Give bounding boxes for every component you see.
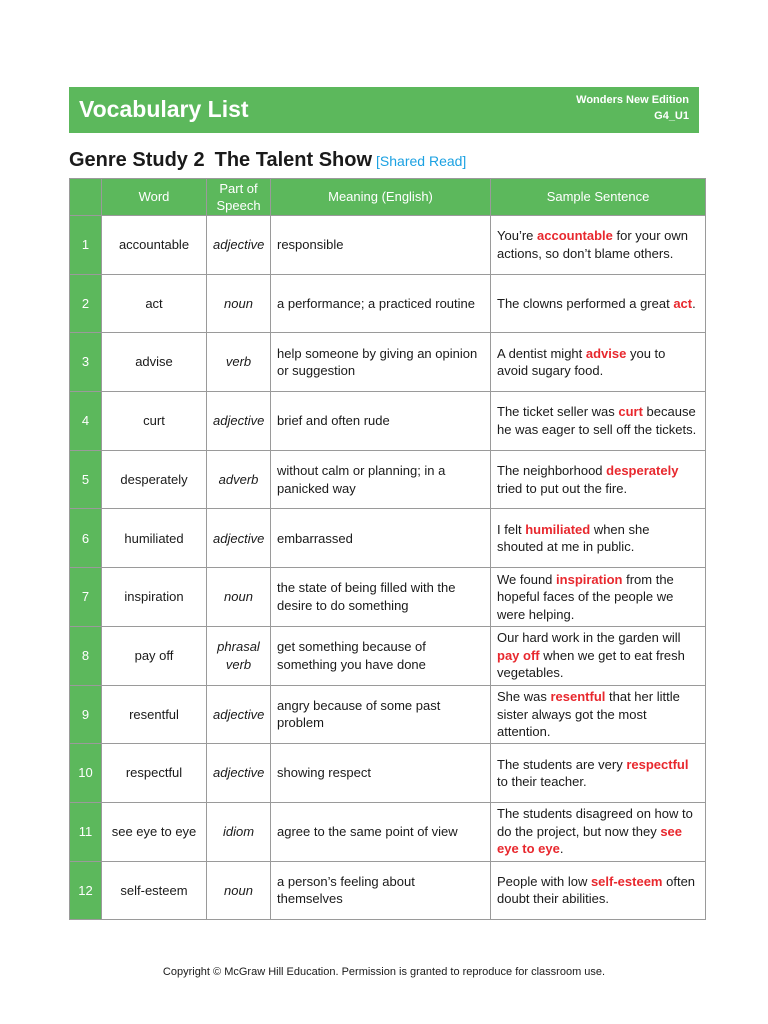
sentence-text: because he was eager to sell off the tickets.: [497, 404, 697, 437]
meaning: embarrassed: [271, 509, 491, 568]
table-row: [70, 568, 706, 627]
vocab-word: respectful: [102, 744, 207, 803]
table-row: [70, 744, 706, 803]
sentence-text: The ticket seller was: [497, 404, 619, 420]
part-of-speech: adjective: [207, 744, 271, 803]
row-number: 5: [70, 450, 102, 509]
part-of-speech: adjective: [207, 216, 271, 275]
vocab-word: pay off: [102, 626, 207, 685]
part-of-speech: noun: [207, 274, 271, 333]
sentence-highlight: pay off: [497, 647, 540, 663]
vocabulary-table: [69, 178, 706, 920]
vocab-word: humiliated: [102, 509, 207, 568]
sample-sentence: [491, 509, 706, 568]
sentence-text: You’re: [497, 228, 537, 244]
table-body: [70, 216, 706, 920]
part-of-speech: verb: [207, 333, 271, 392]
sentence-highlight: humiliated: [525, 521, 591, 537]
meaning: a performance; a practiced routine: [271, 274, 491, 333]
row-number: 3: [70, 333, 102, 392]
header-sentence: Sample Sentence: [491, 179, 706, 216]
vocab-word: see eye to eye: [102, 802, 207, 861]
sentence-text: The students disagreed on how to do the project, but now they: [497, 806, 693, 839]
vocab-word: inspiration: [102, 568, 207, 627]
sentence-highlight: see eye to eye: [497, 823, 683, 857]
vocab-word: desperately: [102, 450, 207, 509]
sentence-text: .: [692, 295, 696, 311]
part-of-speech: adjective: [207, 392, 271, 451]
header-word: Word: [102, 179, 207, 216]
sample-sentence: [491, 802, 706, 861]
part-of-speech: phrasal verb: [207, 626, 271, 685]
vocab-word: act: [102, 274, 207, 333]
table-row: [70, 274, 706, 333]
table-row: [70, 509, 706, 568]
edition-label: Wonders New Edition: [576, 94, 689, 106]
sentence-text: to their teacher.: [497, 774, 587, 790]
edition-info: [576, 92, 689, 124]
row-number: 8: [70, 626, 102, 685]
vocab-word: self-esteem: [102, 861, 207, 920]
sentence-highlight: respectful: [626, 756, 689, 772]
header-meaning: Meaning (English): [271, 179, 491, 216]
table-row: [70, 802, 706, 861]
vocab-word: curt: [102, 392, 207, 451]
sample-sentence: [491, 744, 706, 803]
vocab-word: resentful: [102, 685, 207, 744]
sentence-text: that her little sister always got the most attention.: [497, 689, 680, 740]
sample-sentence: [491, 216, 706, 275]
table-row: [70, 626, 706, 685]
sentence-text: often doubt their abilities.: [497, 873, 696, 907]
row-number: 2: [70, 274, 102, 333]
part-of-speech: adjective: [207, 509, 271, 568]
sentence-text: The neighborhood: [497, 463, 607, 479]
meaning: help someone by giving an opinion or suggestion: [271, 333, 491, 392]
sentence-text: I felt: [497, 521, 526, 537]
row-number: 9: [70, 685, 102, 744]
table-row: [70, 685, 706, 744]
vocab-word: advise: [102, 333, 207, 392]
unit-code: G4_U1: [654, 110, 689, 122]
sample-sentence: [491, 685, 706, 744]
row-number: 1: [70, 216, 102, 275]
header-banner: [69, 87, 699, 133]
sentence-text: The clowns performed a great: [497, 295, 674, 311]
table-row: [70, 450, 706, 509]
sample-sentence: [491, 274, 706, 333]
story-title: The Talent Show: [214, 149, 373, 171]
sentence-text: tried to put out the fire.: [497, 480, 628, 496]
header-number: [70, 179, 102, 216]
sample-sentence: [491, 333, 706, 392]
sentence-highlight: curt: [618, 404, 643, 420]
table-row: [70, 333, 706, 392]
meaning: agree to the same point of view: [271, 802, 491, 861]
sample-sentence: [491, 861, 706, 920]
part-of-speech: noun: [207, 568, 271, 627]
sentence-text: People with low: [497, 873, 591, 889]
row-number: 7: [70, 568, 102, 627]
table-header-row: [70, 179, 706, 216]
row-number: 4: [70, 392, 102, 451]
sentence-text: you to avoid sugary food.: [497, 345, 666, 379]
sentence-text: She was: [497, 689, 551, 705]
meaning: without calm or planning; in a panicked way: [271, 450, 491, 509]
vocab-word: accountable: [102, 216, 207, 275]
meaning: brief and often rude: [271, 392, 491, 451]
meaning: a person’s feeling about themselves: [271, 861, 491, 920]
sentence-text: when we get to eat fresh vegetables.: [497, 647, 685, 681]
sentence-highlight: desperately: [606, 463, 679, 479]
sentence-highlight: self-esteem: [590, 873, 663, 889]
sample-sentence: [491, 392, 706, 451]
part-of-speech: adverb: [207, 450, 271, 509]
sentence-text: when she shouted at me in public.: [497, 521, 650, 555]
genre-label: Genre Study 2: [69, 149, 205, 171]
table-row: [70, 392, 706, 451]
sentence-text: We found: [497, 571, 557, 587]
copyright-footer: Copyright © McGraw Hill Education. Permission is granted to reproduce for classroom use.: [162, 966, 606, 978]
sentence-highlight: resentful: [550, 689, 606, 705]
part-of-speech: idiom: [207, 802, 271, 861]
sentence-highlight: act: [673, 295, 693, 311]
sample-sentence: [491, 626, 706, 685]
row-number: 12: [70, 861, 102, 920]
meaning: angry because of some past problem: [271, 685, 491, 744]
part-of-speech: adjective: [207, 685, 271, 744]
page-title: Vocabulary List: [79, 96, 249, 122]
sentence-highlight: advise: [585, 345, 627, 361]
sentence-text: The students are very: [497, 756, 627, 772]
row-number: 11: [70, 802, 102, 861]
sentence-text: for your own actions, so don’t blame others.: [497, 228, 689, 261]
sample-sentence: [491, 568, 706, 627]
section-heading: [69, 149, 466, 172]
sentence-text: .: [559, 841, 564, 857]
sentence-text: from the hopeful faces of the people we were helping.: [497, 571, 674, 622]
header-pos: Part of Speech: [207, 179, 271, 216]
sample-sentence: [491, 450, 706, 509]
sentence-text: A dentist might: [497, 345, 586, 361]
table-row: [70, 216, 706, 275]
sentence-highlight: inspiration: [556, 571, 623, 587]
part-of-speech: noun: [207, 861, 271, 920]
row-number: 10: [70, 744, 102, 803]
meaning: responsible: [271, 216, 491, 275]
source-tag: [Shared Read]: [376, 153, 467, 169]
sentence-text: Our hard work in the garden will: [497, 630, 681, 646]
meaning: the state of being filled with the desire to do something: [271, 568, 491, 627]
table-row: [70, 861, 706, 920]
meaning: get something because of something you have done: [271, 626, 491, 685]
sentence-highlight: accountable: [537, 228, 613, 244]
meaning: showing respect: [271, 744, 491, 803]
row-number: 6: [70, 509, 102, 568]
